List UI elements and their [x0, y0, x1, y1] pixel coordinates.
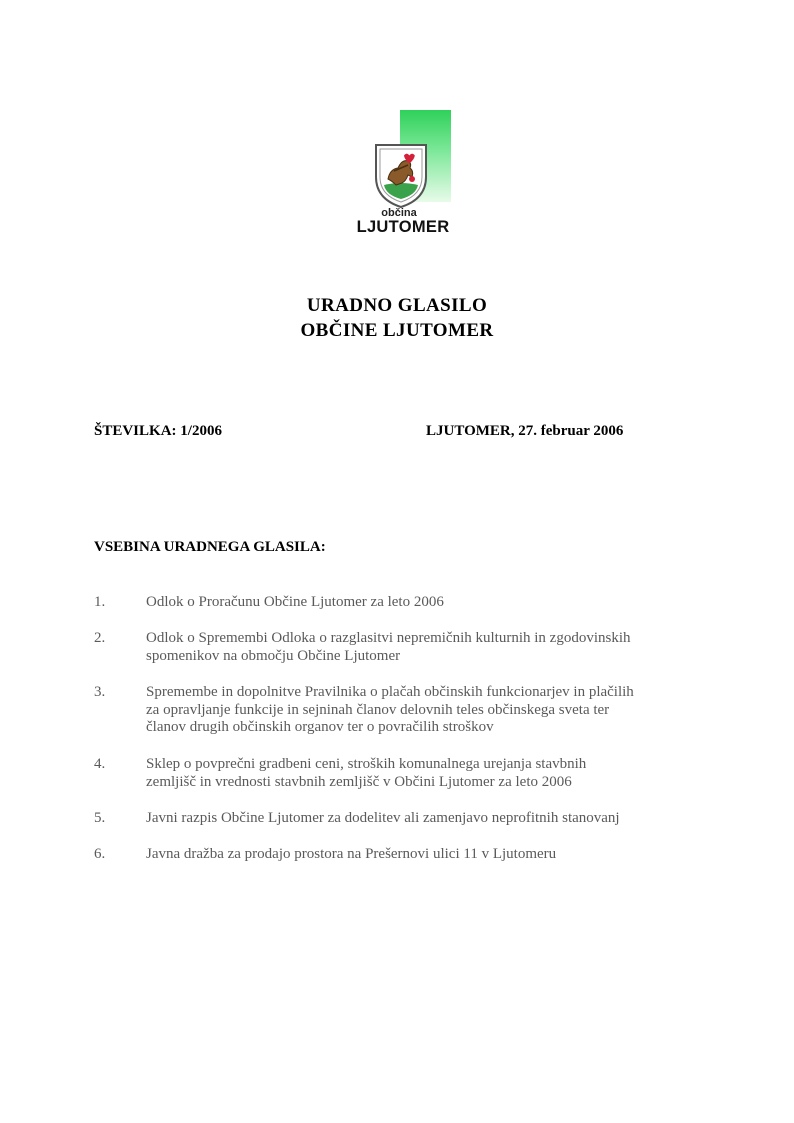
item-text [146, 630, 716, 665]
item-number: 5. [94, 810, 106, 826]
item-number: 1. [94, 594, 106, 610]
logo-small-text: občina [381, 207, 417, 219]
coat-of-arms-icon [372, 141, 430, 209]
item-number: 3. [94, 684, 106, 700]
contents-heading: VSEBINA URADNEGA GLASILA: [94, 539, 326, 555]
document-title-line1: URADNO GLASILO [306, 295, 488, 316]
issue-number: ŠTEVILKA: 1/2006 [94, 423, 222, 439]
municipality-logo [356, 108, 454, 236]
item-text [146, 846, 716, 864]
item-text [146, 810, 716, 828]
item-number: 2. [94, 630, 106, 646]
item-line: zemljišč in vrednosti stavbnih zemljišč v Občini Ljutomer za leto 2006 [146, 773, 572, 790]
item-text [146, 594, 716, 612]
item-text [146, 684, 716, 737]
item-line: Spremembe in dopolnitve Pravilnika o plačah občinskih funkcionarjev in plačilih [146, 684, 634, 700]
logo-big-text: LJUTOMER [356, 218, 450, 236]
item-line: Sklep o povprečni gradbeni ceni, stroških komunalnega urejanja stavbnih [146, 756, 587, 772]
place-date: LJUTOMER, 27. februar 2006 [426, 423, 624, 439]
item-text [146, 756, 716, 791]
item-number: 4. [94, 756, 106, 772]
item-number: 6. [94, 846, 106, 862]
item-line: članov drugih občinskih organov ter o povračilih stroškov [146, 719, 494, 735]
item-line: Odlok o Proračunu Občine Ljutomer za leto 2006 [146, 594, 444, 610]
item-line: spomenikov na območju Občine Ljutomer [146, 647, 401, 664]
item-line: Javna dražba za prodajo prostora na Prešernovi ulici 11 v Ljutomeru [146, 846, 557, 862]
item-line: za opravljanje funkcije in sejninah članov delovnih teles občinskega sveta ter [146, 701, 610, 718]
item-line: Odlok o Spremembi Odloka o razglasitvi nepremičnih kulturnih in zgodovinskih [146, 630, 631, 646]
document-title-line2: OBČINE LJUTOMER [300, 320, 494, 341]
item-line: Javni razpis Občine Ljutomer za dodelitev ali zamenjavo neprofitnih stanovanj [146, 810, 620, 826]
